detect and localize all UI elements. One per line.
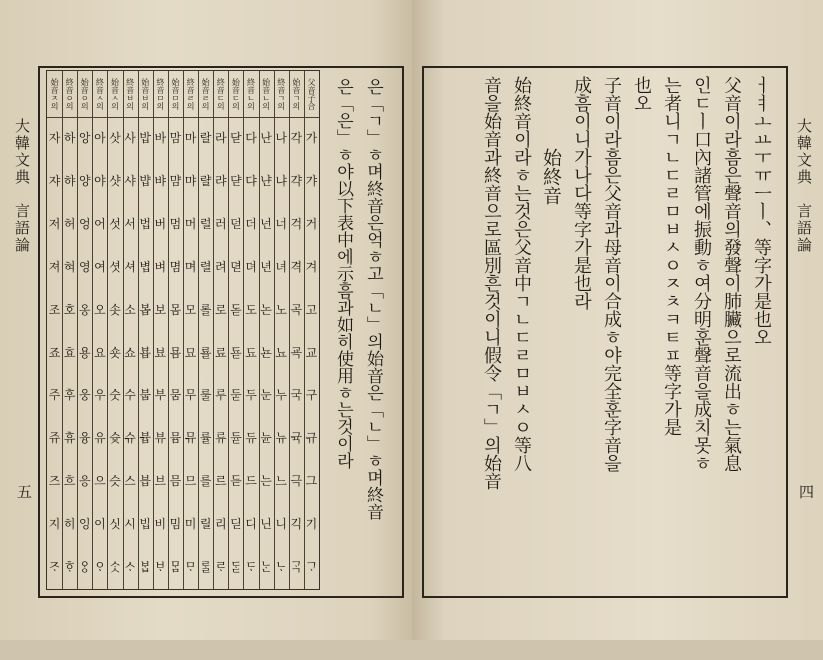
table-cell: 걱	[290, 216, 303, 231]
table-cell: 법	[139, 216, 151, 231]
table-col-header: 始音ㅇ의	[80, 78, 90, 110]
table-cell: 려	[214, 259, 227, 274]
left-side-title: 大韓文典 言語論	[13, 118, 31, 254]
table-cell: 두	[245, 388, 257, 403]
table-cell: 돋	[230, 302, 242, 317]
table-cell: 므	[184, 474, 197, 489]
table-cell: 덛	[230, 216, 242, 231]
right-text-column: 始終音이라ㅎ는것은父音中ㄱㄴㄷㄹㅁㅂㅅㅇ等八	[511, 76, 532, 472]
table-cell: 주	[48, 388, 61, 403]
table-cell: 류	[214, 431, 227, 446]
table-cell: 뮤	[184, 431, 197, 446]
table-cell: ᄇᆞ	[154, 560, 167, 575]
table-col-header: 始音ㅅ의	[110, 78, 120, 110]
table-cell: 극	[290, 474, 303, 489]
table-cell: 긱	[290, 517, 303, 532]
table-cell: 뭄	[169, 388, 182, 403]
table-cell: 랴	[214, 173, 227, 188]
left-page	[0, 0, 412, 640]
table-cell: 슈	[124, 431, 136, 446]
table-cell: 롤	[199, 302, 212, 317]
table-cell: 히	[63, 517, 76, 532]
table-cell: 소	[124, 302, 136, 317]
table-cell: 로	[214, 302, 227, 317]
table-cell: 솟	[109, 302, 121, 317]
table-cell: 웅	[78, 388, 91, 403]
table-cell: 랼	[199, 173, 212, 188]
table-cell: 응	[78, 474, 91, 489]
table-cell: ᄅᆞ	[214, 560, 227, 575]
table-cell: 붑	[139, 388, 151, 403]
table-cell: ᄅᆞᆯ	[199, 560, 212, 575]
table-cell: 고	[305, 302, 318, 317]
table-cell: 룰	[199, 388, 212, 403]
table-cell: 뎓	[230, 259, 242, 274]
table-cell: 쥬	[48, 431, 61, 446]
table-cell: 각	[290, 131, 303, 145]
table-cell: 거	[305, 216, 318, 231]
table-cell: 뵵	[139, 345, 151, 360]
right-text-column: 인ㄷㅣ口內諸管에振動ㅎ여分明훈聲音을成치못ㅎ	[691, 76, 712, 472]
table-col-header: 始音ㅁ의	[170, 78, 180, 110]
table-cell: 사	[124, 131, 136, 145]
table-cell: ᄀᆞ	[305, 560, 318, 575]
table-cell: 뉸	[260, 431, 272, 446]
table-cell: ᄀᆞᆨ	[290, 560, 303, 575]
table-cell: 듀	[245, 431, 257, 446]
table-cell: 렬	[199, 259, 212, 274]
table-cell: 바	[154, 131, 167, 145]
table-cell: 죠	[48, 345, 61, 360]
table-cell: 뎌	[245, 259, 257, 274]
table-col-header: 始音ㅈ의	[50, 78, 60, 110]
table-cell: 겨	[305, 259, 318, 274]
table-cell: 뵤	[154, 345, 167, 360]
table-cell: ᄂᆞ	[275, 560, 287, 575]
table-cell: 아	[94, 131, 106, 145]
table-cell: 먀	[184, 173, 197, 188]
table-cell: 도	[245, 302, 257, 317]
table-col-divider	[77, 71, 78, 589]
table-col-header: 始音ㄹ의	[201, 78, 211, 110]
right-text-column: 子音이라흠은父音과母音이合成ㅎ야完全훈字音을	[601, 76, 622, 472]
table-cell: 먐	[169, 173, 182, 188]
table-cell: 률	[199, 431, 212, 446]
table-cell: 듇	[230, 431, 242, 446]
table-cell: 용	[78, 345, 91, 360]
table-cell: 지	[48, 517, 61, 532]
table-cell: 싯	[109, 517, 121, 532]
table-cell: 무	[184, 388, 197, 403]
table-cell: 우	[94, 388, 106, 403]
table-cell: 셧	[109, 259, 121, 274]
table-col-divider	[138, 71, 139, 589]
right-text-column: 也오	[631, 76, 652, 112]
table-col-header: 始音ㅂ의	[140, 78, 150, 110]
table-cell: 논	[260, 302, 272, 317]
table-cell: 너	[275, 216, 287, 231]
table-cell: 르	[214, 474, 227, 489]
table-cell: 갸	[305, 173, 318, 188]
table-cell: 곡	[290, 302, 303, 317]
table-cell: 라	[214, 131, 227, 145]
table-cell: 슷	[109, 474, 121, 489]
table-cell: 됴	[245, 345, 257, 360]
table-col-header: 始音ㄱ의	[291, 78, 301, 110]
table-cell: 규	[305, 431, 318, 446]
table-cell: 기	[305, 517, 318, 532]
table-col-divider	[62, 71, 63, 589]
table-cell: 스	[124, 474, 136, 489]
table-cell: 호	[63, 302, 76, 317]
table-cell: ᄂᆞᆫ	[260, 560, 272, 575]
table-cell: 는	[260, 474, 272, 489]
table-cell: 여	[94, 259, 106, 274]
right-text-column: ㅓㅕㅗㅛㅜㅠㅡㅣ、等字가是也오	[751, 76, 772, 346]
table-cell: 하	[63, 131, 76, 145]
right-text-column: 音을始音과終音으로區別흔것이니假令「ㄱ」의始音	[481, 76, 502, 490]
table-cell: 둗	[230, 388, 242, 403]
table-cell: 묨	[169, 345, 182, 360]
table-cell: 냔	[260, 173, 272, 188]
table-col-header: 終音ㄹ의	[186, 78, 196, 110]
table-col-header: 終音ㅅ의	[95, 78, 105, 110]
left-page-number: 五	[15, 484, 33, 499]
table-cell: 삿	[109, 131, 121, 145]
table-cell: 슛	[109, 431, 121, 446]
table-cell: 드	[245, 474, 257, 489]
table-cell: 맘	[169, 131, 182, 145]
table-cell: ᄒᆞ	[63, 560, 76, 575]
table-cell: 릴	[199, 517, 212, 532]
table-col-header: 終音ㅇ의	[65, 78, 75, 110]
table-cell: 난	[260, 131, 272, 145]
table-cell: ᄌᆞ	[48, 560, 61, 575]
table-cell: 댜	[245, 173, 257, 188]
right-text-column: 父音이라흠은聲音의發聲이肺臟으로流出ㅎ는氣息	[721, 76, 742, 472]
table-cell: ᄉᆞᆺ	[109, 560, 121, 575]
table-cell: 뮴	[169, 431, 182, 446]
table-cell: 교	[305, 345, 318, 360]
table-cell: 마	[184, 131, 197, 145]
table-cell: 앙	[78, 131, 91, 145]
table-cell: 밈	[169, 517, 182, 532]
table-cell: 며	[184, 259, 197, 274]
table-cell: 야	[94, 173, 106, 188]
table-cell: 넌	[260, 216, 272, 231]
table-cell: ᄆᆞᆷ	[169, 560, 182, 575]
table-cell: 저	[48, 216, 61, 231]
table-cell: 보	[154, 302, 167, 317]
table-cell: 수	[124, 388, 136, 403]
table-cell: 러	[214, 216, 227, 231]
table-cell: 영	[78, 259, 91, 274]
table-cell: 햐	[63, 173, 76, 188]
table-cell: 뉴	[275, 431, 287, 446]
table-col-divider	[243, 71, 244, 589]
table-cell: 귝	[290, 431, 303, 446]
table-col-divider	[228, 71, 229, 589]
table-col-header: 始音ㄴ의	[261, 78, 271, 110]
table-cell: 년	[260, 259, 272, 274]
table-cell: ᄉᆞ	[124, 560, 136, 575]
table-cell: 쇼	[124, 345, 136, 360]
table-col-divider	[183, 71, 184, 589]
table-cell: 봅	[139, 302, 151, 317]
table-col-header: 終音ㄱ의	[276, 78, 286, 110]
table-cell: 눈	[260, 388, 272, 403]
table-cell: 부	[154, 388, 167, 403]
table-cell: 묘	[184, 345, 197, 360]
table-cell: 융	[78, 431, 91, 446]
table-cell: 뱝	[139, 173, 151, 188]
table-cell: 몸	[169, 302, 182, 317]
table-col-header: 始音ㄷ의	[231, 78, 241, 110]
table-cell: 미	[184, 517, 197, 532]
table-cell: 구	[305, 388, 318, 403]
table-cell: 벼	[154, 259, 167, 274]
table-cell: 듣	[230, 474, 242, 489]
table-col-divider	[153, 71, 154, 589]
table-col-divider	[213, 71, 214, 589]
table-cell: 유	[94, 431, 106, 446]
table-cell: 샷	[109, 173, 121, 188]
table-header-divider	[47, 117, 319, 118]
table-cell: 누	[275, 388, 287, 403]
table-cell: ᄃᆞᆮ	[230, 560, 242, 575]
table-cell: 나	[275, 131, 287, 145]
table-cell: 시	[124, 517, 136, 532]
table-cell: ᄇᆞᆸ	[139, 560, 151, 575]
left-text-column-2: 은「은」ㅎ야以下表中에示흠과如히使用ㅎ는것이라	[333, 78, 353, 469]
table-cell: 엉	[78, 216, 91, 231]
right-text-column: 始終音	[540, 148, 562, 205]
table-cell: 갹	[290, 173, 303, 188]
table-cell: 숏	[109, 345, 121, 360]
table-cell: 오	[94, 302, 106, 317]
table-cell: 버	[154, 216, 167, 231]
table-cell: 혀	[63, 259, 76, 274]
table-cell: 닫	[230, 131, 242, 145]
table-cell: 어	[94, 216, 106, 231]
table-cell: 뷰	[154, 431, 167, 446]
table-cell: 녀	[275, 259, 287, 274]
table-col-divider	[92, 71, 93, 589]
table-cell: 머	[184, 216, 197, 231]
table-cell: 조	[48, 302, 61, 317]
table-cell: 허	[63, 216, 76, 231]
table-col-divider	[289, 71, 290, 589]
table-cell: 니	[275, 517, 287, 532]
table-cell: 냐	[275, 173, 287, 188]
left-text-column-1: 은「ㄱ」ㅎ며終音은억ㅎ고「ㄴ」의始音은「ㄴ」ㅎ며終音	[363, 78, 383, 520]
table-cell: 루	[214, 388, 227, 403]
table-col-header: 終音ㄷ의	[216, 78, 226, 110]
table-cell: 다	[245, 131, 257, 145]
table-cell: 으	[94, 474, 106, 489]
table-col-divider	[304, 71, 305, 589]
table-cell: 모	[184, 302, 197, 317]
table-cell: 더	[245, 216, 257, 231]
table-cell: 효	[63, 345, 76, 360]
table-cell: 굑	[290, 345, 303, 360]
table-cell: 밥	[139, 131, 151, 145]
table-cell: 섯	[109, 216, 121, 231]
table-cell: ᄆᆞ	[184, 560, 197, 575]
table-cell: 딛	[230, 517, 242, 532]
table-col-header: 父音子合	[306, 78, 316, 110]
table-cell: 져	[48, 259, 61, 274]
table-cell: 셔	[124, 259, 136, 274]
table-cell: 븁	[139, 431, 151, 446]
table-cell: 비	[154, 517, 167, 532]
table-cell: 느	[275, 474, 287, 489]
table-cell: 샤	[124, 173, 136, 188]
table-cell: 자	[48, 131, 61, 145]
table-cell: 격	[290, 259, 303, 274]
table-col-divider	[198, 71, 199, 589]
syllable-table	[46, 70, 320, 590]
table-col-divider	[123, 71, 124, 589]
table-cell: 양	[78, 173, 91, 188]
table-cell: 요	[94, 345, 106, 360]
table-cell: 를	[199, 474, 212, 489]
table-cell: 료	[214, 345, 227, 360]
table-cell: 즈	[48, 474, 61, 489]
table-cell: 브	[154, 474, 167, 489]
table-cell: 디	[245, 517, 257, 532]
table-cell: 됻	[230, 345, 242, 360]
table-cell: 옹	[78, 302, 91, 317]
table-cell: 서	[124, 216, 136, 231]
table-cell: ᄃᆞ	[245, 560, 257, 575]
table-cell: 닌	[260, 517, 272, 532]
table-cell: ᄋᆞ	[94, 560, 106, 575]
table-cell: 리	[214, 517, 227, 532]
table-col-divider	[107, 71, 108, 589]
table-cell: 빕	[139, 517, 151, 532]
table-cell: 럴	[199, 216, 212, 231]
table-cell: 븝	[139, 474, 151, 489]
table-cell: 믐	[169, 474, 182, 489]
table-cell: 뱌	[154, 173, 167, 188]
right-page-number: 四	[797, 484, 815, 499]
table-cell: 가	[305, 131, 318, 145]
table-cell: 노	[275, 302, 287, 317]
table-cell: 쟈	[48, 173, 61, 188]
table-col-header: 終音ㅂ의	[125, 78, 135, 110]
table-cell: 멈	[169, 216, 182, 231]
table-cell: ᄋᆞᆼ	[78, 560, 91, 575]
table-cell: 국	[290, 388, 303, 403]
table-cell: 숫	[109, 388, 121, 403]
table-cell: 이	[94, 517, 106, 532]
table-col-divider	[168, 71, 169, 589]
table-cell: 휴	[63, 431, 76, 446]
table-col-divider	[259, 71, 260, 589]
table-col-header: 終音ㄴ의	[246, 78, 256, 110]
table-cell: 댣	[230, 173, 242, 188]
right-side-title: 大韓文典 言語論	[795, 118, 813, 254]
table-cell: 볍	[139, 259, 151, 274]
right-text-column: 는者니ㄱㄴㄷㄹㅁㅂㅅㅇㅈㅊㅋㅌㅍ等字가是	[661, 76, 682, 436]
table-cell: 몀	[169, 259, 182, 274]
table-cell: 랄	[199, 131, 212, 145]
table-cell: 흐	[63, 474, 76, 489]
table-cell: 잉	[78, 517, 91, 532]
table-cell: 후	[63, 388, 76, 403]
table-cell: 그	[305, 474, 318, 489]
table-cell: 뇨	[275, 345, 287, 360]
right-page	[412, 0, 823, 640]
table-cell: 룔	[199, 345, 212, 360]
table-cell: 뇬	[260, 345, 272, 360]
table-col-header: 終音ㅁ의	[155, 78, 165, 110]
table-col-divider	[274, 71, 275, 589]
right-text-column: 成흠이니가나다等字가是也라	[571, 76, 592, 310]
